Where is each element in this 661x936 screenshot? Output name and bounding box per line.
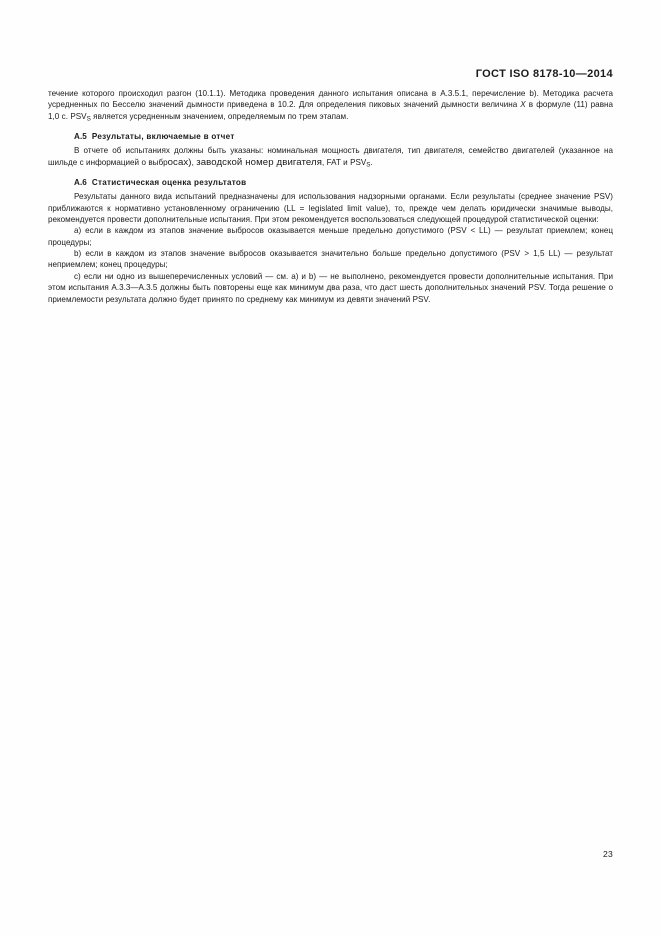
- clause-a5-paragraph-part4: .: [370, 157, 373, 167]
- clause-a5-title: Результаты, включаемые в отчет: [91, 131, 235, 141]
- list-item: [48, 271, 613, 305]
- clause-a6-number: А.6: [74, 177, 87, 187]
- clause-a6-title: Статистическая оценка результатов: [91, 177, 247, 187]
- list-item-text: если в каждом из этапов значение выбросов оказывается значительно больше предельно допустимого (PSV > 1,5 LL) — результат неприемлем; конец процедуры;: [48, 249, 613, 270]
- clause-a5-paragraph: [48, 145, 613, 168]
- page-header: [48, 64, 613, 78]
- list-item-marker: a): [74, 226, 82, 236]
- list-item-marker: b): [74, 249, 82, 259]
- clause-a5-paragraph-part1: В отчете об испытаниях должны быть указаны: номинальная мощность двигателя, тип двигателя, семейство двигателей (указанное на шильде с информацией о выбр: [48, 146, 613, 167]
- scan-artifact-text-1: осах): [167, 156, 192, 168]
- clause-a6-intro-paragraph: Результаты данного вида испытаний предназначены для использования надзорными органами. Если результаты (среднее значение PSV) приближаются к нормативно установленному ограничению (LL = legislated limit value), то, прежде чем делать юридически значимые выводы, рекомендуется провести дополнительные испытания. При этом рекомендуется воспользоваться следующей процедурой статистической оценки:: [48, 192, 613, 225]
- page-number: [48, 849, 613, 859]
- psv-subscript: S: [86, 115, 91, 123]
- scan-artifact-text-2: заводской номер двигателя: [196, 156, 323, 168]
- list-item-text: если в каждом из этапов значение выбросов оказывается меньше предельно допустимого (PSV < LL) — результат приемлем; конец процедуры;: [48, 226, 613, 247]
- standard-identifier: ГОСТ ISO 8178-10—2014: [475, 68, 613, 80]
- clause-a5-paragraph-part2: ,: [191, 157, 197, 167]
- list-item-marker: c): [74, 271, 81, 281]
- spacer: [48, 168, 613, 177]
- continued-paragraph: [48, 88, 613, 122]
- list-item: [48, 248, 613, 271]
- continued-paragraph-part3: является усредненным значением, определяемым по трем этапам.: [90, 111, 349, 121]
- page-number-value: 23: [603, 849, 613, 859]
- clause-a5-number: А.5: [74, 131, 87, 141]
- list-item: [48, 225, 613, 248]
- continued-paragraph-part1: течение которого происходил разгон (10.1.1). Методика проведения данного испытания описана в А.3.5.1, перечисление b). Методика расчета усредненных по Бесселю значений дымности приведена в 10.2. Для определения пиковых значений дымности величина: [48, 89, 613, 110]
- continued-paragraph-part2: в формуле (11) равна 1,0 с. PSV: [48, 100, 613, 121]
- clause-heading-a5: [48, 131, 613, 142]
- list-item-text: если ни одно из вышеперечисленных условий — см. a) и b) — не выполнено, рекомендуется провести дополнительные испытания. При этом испытания А.3.3—А.3.5 должны быть повторены еще как минимум два раза, что даст шесть дополнительных значений PSV. Тогда решение о приемлемости результата должно будет принято по среднему как минимум из девяти значений PSV.: [48, 271, 613, 304]
- clause-heading-a6: [48, 177, 613, 188]
- text-column: [48, 88, 613, 305]
- variable-x-symbol: X: [520, 100, 526, 110]
- clause-a5-paragraph-part3: , FAT и PSV: [322, 157, 367, 167]
- spacer: [48, 122, 613, 131]
- psv-subscript: S: [366, 161, 371, 169]
